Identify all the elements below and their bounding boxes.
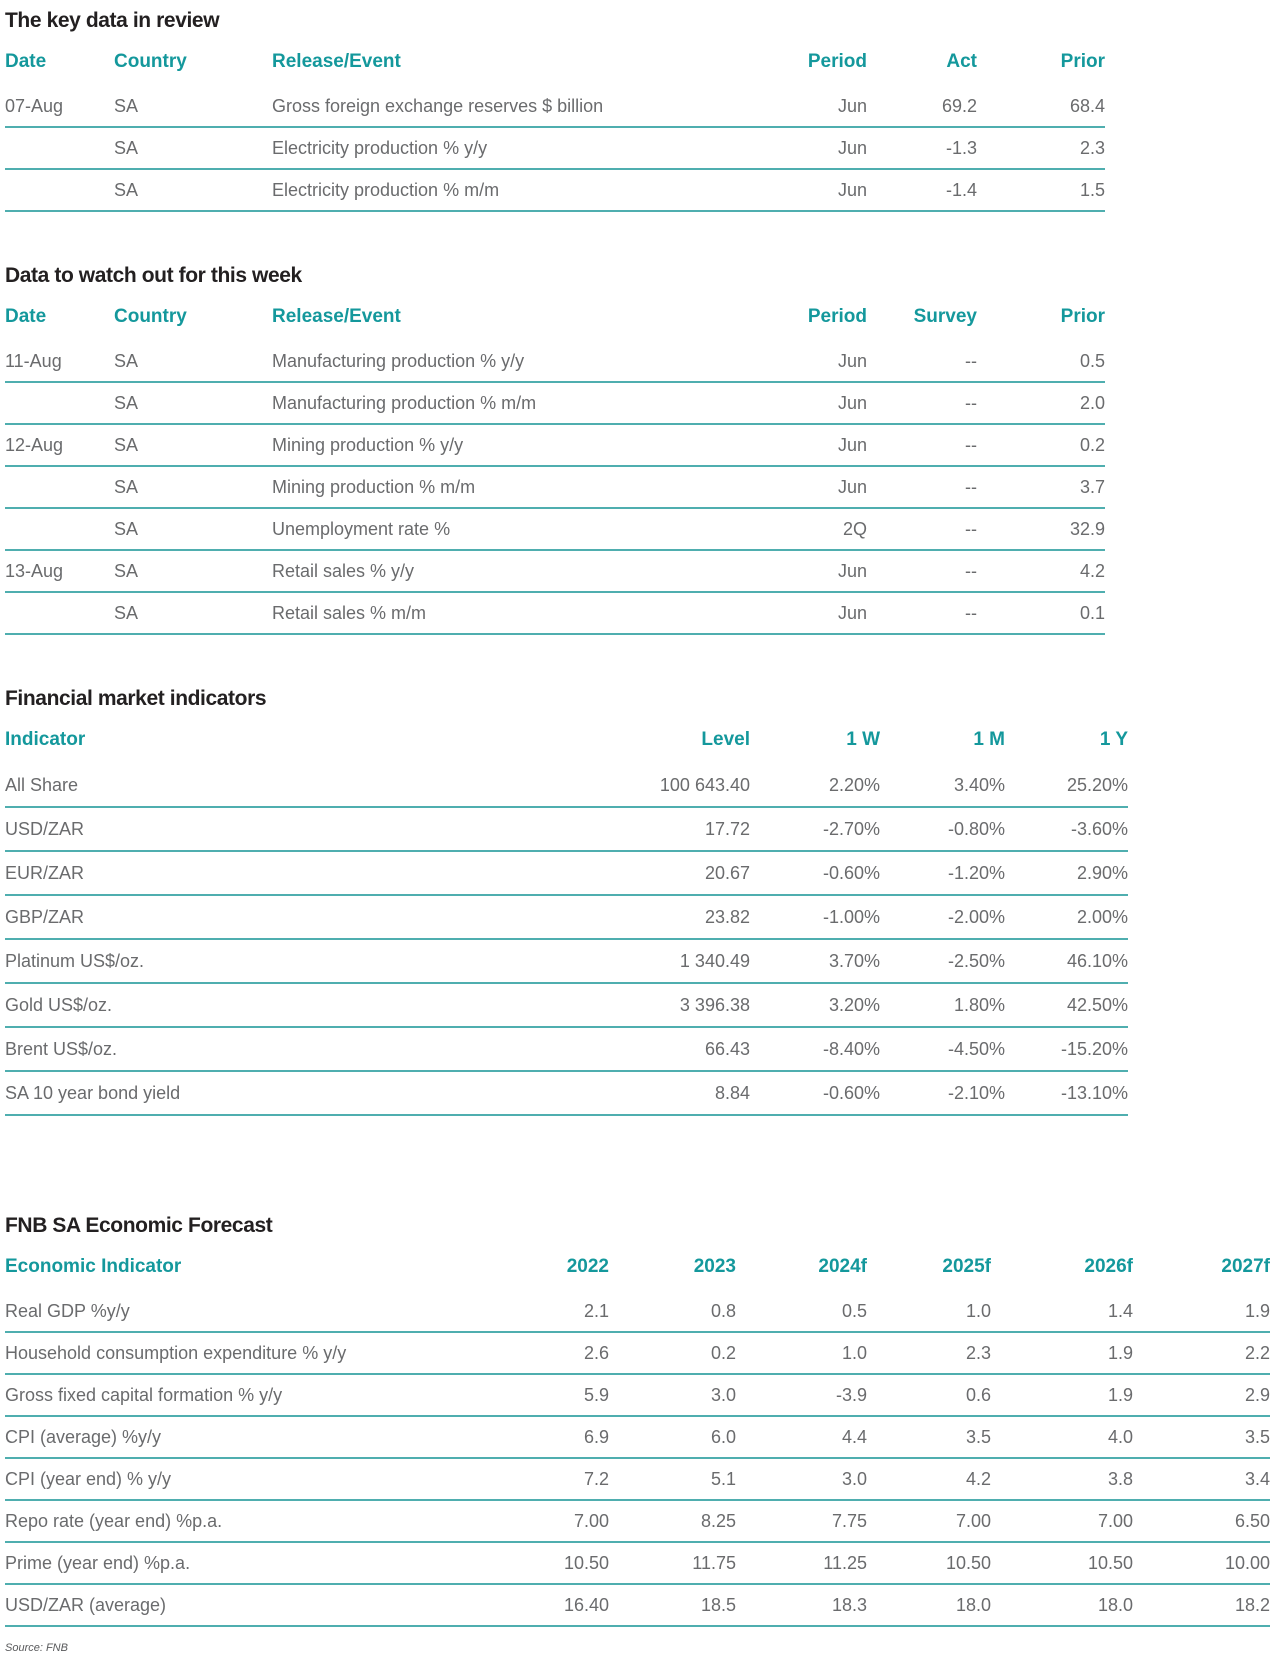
cell: 3.8 <box>991 1458 1133 1500</box>
cell: Gross foreign exchange reserves $ billion <box>272 86 705 127</box>
cell: Manufacturing production % y/y <box>272 341 705 382</box>
column-header: Survey <box>913 306 977 327</box>
cell: Retail sales % y/y <box>272 550 705 592</box>
section-economic-forecast <box>5 1214 1280 1627</box>
cell: -- <box>867 382 977 424</box>
table-row <box>5 983 1128 1027</box>
cell: 1.0 <box>867 1291 991 1332</box>
cell: SA <box>114 341 272 382</box>
cell: 3.0 <box>609 1374 736 1416</box>
cell: SA <box>114 169 272 211</box>
cell: Manufacturing production % m/m <box>272 382 705 424</box>
cell: SA <box>114 592 272 634</box>
section-key-data-in-review <box>5 9 1280 212</box>
table-row <box>5 508 1105 550</box>
cell: Jun <box>705 169 867 211</box>
table-row <box>5 1071 1128 1115</box>
cell: 07-Aug <box>5 86 114 127</box>
cell <box>5 508 114 550</box>
cell: 2.00% <box>1005 895 1128 939</box>
cell: -1.4 <box>867 169 977 211</box>
column-header: 2024f <box>818 1256 867 1277</box>
cell: 100 643.40 <box>505 764 750 807</box>
column-header: Economic Indicator <box>5 1256 182 1277</box>
column-header: Period <box>807 306 867 327</box>
cell: 46.10% <box>1005 939 1128 983</box>
cell: -- <box>867 550 977 592</box>
cell: 4.0 <box>991 1416 1133 1458</box>
column-header: 1 M <box>973 729 1005 750</box>
cell: 13-Aug <box>5 550 114 592</box>
table-row <box>5 1584 1270 1626</box>
header-row <box>5 45 1105 86</box>
table-row <box>5 1027 1128 1071</box>
cell: Mining production % m/m <box>272 466 705 508</box>
cell: Jun <box>705 341 867 382</box>
table-row <box>5 1458 1270 1500</box>
cell: 2.3 <box>867 1332 991 1374</box>
cell <box>5 127 114 169</box>
cell: 10.50 <box>460 1542 609 1584</box>
cell: 6.50 <box>1133 1500 1270 1542</box>
cell: USD/ZAR <box>5 807 505 851</box>
column-header: Prior <box>1060 51 1105 72</box>
cell: -- <box>867 508 977 550</box>
cell: -8.40% <box>750 1027 880 1071</box>
cell: 11.75 <box>609 1542 736 1584</box>
table-row <box>5 807 1128 851</box>
cell: Gross fixed capital formation % y/y <box>5 1374 460 1416</box>
cell: 1.9 <box>991 1332 1133 1374</box>
column-header: Release/Event <box>272 306 401 327</box>
cell: 3 396.38 <box>505 983 750 1027</box>
cell: 3.40% <box>880 764 1005 807</box>
cell: -- <box>867 592 977 634</box>
section-title: FNB SA Economic Forecast <box>5 1214 273 1237</box>
table-row <box>5 851 1128 895</box>
cell: 1.4 <box>991 1291 1133 1332</box>
cell: -1.20% <box>880 851 1005 895</box>
cell: SA <box>114 466 272 508</box>
cell: 20.67 <box>505 851 750 895</box>
table-row <box>5 764 1128 807</box>
table-row <box>5 86 1105 127</box>
column-header: Prior <box>1060 306 1105 327</box>
cell: SA <box>114 550 272 592</box>
column-header: Date <box>5 51 47 72</box>
cell <box>5 169 114 211</box>
cell: 3.5 <box>867 1416 991 1458</box>
table-row <box>5 169 1105 211</box>
column-header: 1 Y <box>1099 729 1128 750</box>
cell: SA <box>114 382 272 424</box>
cell: Jun <box>705 382 867 424</box>
cell: -4.50% <box>880 1027 1005 1071</box>
source-note: Source: FNB <box>5 1642 68 1654</box>
table-row <box>5 1291 1270 1332</box>
column-header: Date <box>5 306 47 327</box>
cell: 4.2 <box>977 550 1105 592</box>
cell: 2.6 <box>460 1332 609 1374</box>
cell: 3.7 <box>977 466 1105 508</box>
cell: 2.9 <box>1133 1374 1270 1416</box>
cell: -2.00% <box>880 895 1005 939</box>
cell: SA <box>114 127 272 169</box>
column-header: Act <box>946 51 977 72</box>
cell <box>5 592 114 634</box>
cell: -2.50% <box>880 939 1005 983</box>
cell: 23.82 <box>505 895 750 939</box>
cell: 0.2 <box>977 424 1105 466</box>
column-header: 2027f <box>1221 1256 1270 1277</box>
key-data-table <box>5 45 1105 212</box>
table-row <box>5 466 1105 508</box>
header-row <box>5 1250 1270 1291</box>
cell: 0.5 <box>736 1291 867 1332</box>
cell: 7.00 <box>460 1500 609 1542</box>
cell: 42.50% <box>1005 983 1128 1027</box>
cell: Electricity production % m/m <box>272 169 705 211</box>
cell: 17.72 <box>505 807 750 851</box>
cell: 6.0 <box>609 1416 736 1458</box>
column-header: Country <box>114 306 187 327</box>
cell: 18.0 <box>991 1584 1133 1626</box>
column-header: Level <box>701 729 750 750</box>
cell: -1.3 <box>867 127 977 169</box>
table-row <box>5 1416 1270 1458</box>
cell <box>5 382 114 424</box>
cell: Repo rate (year end) %p.a. <box>5 1500 460 1542</box>
cell: 1.0 <box>736 1332 867 1374</box>
cell: 7.75 <box>736 1500 867 1542</box>
table-row <box>5 341 1105 382</box>
cell: -15.20% <box>1005 1027 1128 1071</box>
cell: 3.20% <box>750 983 880 1027</box>
cell: -1.00% <box>750 895 880 939</box>
cell: All Share <box>5 764 505 807</box>
header-row <box>5 300 1105 341</box>
cell: 5.1 <box>609 1458 736 1500</box>
cell: 1 340.49 <box>505 939 750 983</box>
cell: -- <box>867 466 977 508</box>
cell: CPI (average) %y/y <box>5 1416 460 1458</box>
cell: Unemployment rate % <box>272 508 705 550</box>
cell: 2Q <box>705 508 867 550</box>
column-header: 2022 <box>566 1256 609 1277</box>
cell: 3.4 <box>1133 1458 1270 1500</box>
cell: -2.70% <box>750 807 880 851</box>
cell: 68.4 <box>977 86 1105 127</box>
cell: SA 10 year bond yield <box>5 1071 505 1115</box>
cell: Brent US$/oz. <box>5 1027 505 1071</box>
table-row <box>5 1374 1270 1416</box>
column-header: 1 W <box>846 729 880 750</box>
cell: Retail sales % m/m <box>272 592 705 634</box>
column-header: 2023 <box>693 1256 736 1277</box>
section-financial-market-indicators <box>5 687 1280 1116</box>
column-header: Period <box>807 51 867 72</box>
column-header: Release/Event <box>272 51 401 72</box>
cell: 1.80% <box>880 983 1005 1027</box>
cell: 0.8 <box>609 1291 736 1332</box>
table-row <box>5 1332 1270 1374</box>
cell: 0.1 <box>977 592 1105 634</box>
table-row <box>5 939 1128 983</box>
cell: 3.70% <box>750 939 880 983</box>
cell: 16.40 <box>460 1584 609 1626</box>
cell: Prime (year end) %p.a. <box>5 1542 460 1584</box>
cell: 18.5 <box>609 1584 736 1626</box>
cell: -- <box>867 424 977 466</box>
cell: 66.43 <box>505 1027 750 1071</box>
cell: 8.25 <box>609 1500 736 1542</box>
cell: 2.1 <box>460 1291 609 1332</box>
section-title: Financial market indicators <box>5 687 267 710</box>
column-header: 2026f <box>1084 1256 1133 1277</box>
column-header: Indicator <box>5 729 86 750</box>
cell: 8.84 <box>505 1071 750 1115</box>
cell: 6.9 <box>460 1416 609 1458</box>
cell: USD/ZAR (average) <box>5 1584 460 1626</box>
cell: -2.10% <box>880 1071 1005 1115</box>
cell: 0.2 <box>609 1332 736 1374</box>
cell: 18.0 <box>867 1584 991 1626</box>
cell: -- <box>867 341 977 382</box>
cell: 0.6 <box>867 1374 991 1416</box>
column-header: 2025f <box>942 1256 991 1277</box>
cell: Gold US$/oz. <box>5 983 505 1027</box>
cell: 12-Aug <box>5 424 114 466</box>
cell: Jun <box>705 86 867 127</box>
cell: -3.9 <box>736 1374 867 1416</box>
cell: 5.9 <box>460 1374 609 1416</box>
cell: 4.4 <box>736 1416 867 1458</box>
cell: -13.10% <box>1005 1071 1128 1115</box>
cell: 4.2 <box>867 1458 991 1500</box>
table-row <box>5 1500 1270 1542</box>
cell: -0.80% <box>880 807 1005 851</box>
section-title: Data to watch out for this week <box>5 264 302 287</box>
cell: SA <box>114 424 272 466</box>
cell: 2.3 <box>977 127 1105 169</box>
data-to-watch-table <box>5 300 1105 635</box>
cell: Jun <box>705 550 867 592</box>
cell: 1.9 <box>991 1374 1133 1416</box>
cell: -3.60% <box>1005 807 1128 851</box>
cell: -0.60% <box>750 851 880 895</box>
section-title: The key data in review <box>5 9 220 32</box>
cell: 7.2 <box>460 1458 609 1500</box>
market-indicators-table <box>5 723 1128 1116</box>
table-row <box>5 127 1105 169</box>
cell: Jun <box>705 466 867 508</box>
cell: Household consumption expenditure % y/y <box>5 1332 460 1374</box>
table-row <box>5 1542 1270 1584</box>
cell: Jun <box>705 424 867 466</box>
cell: 2.20% <box>750 764 880 807</box>
cell: 1.9 <box>1133 1291 1270 1332</box>
table-row <box>5 550 1105 592</box>
cell: Platinum US$/oz. <box>5 939 505 983</box>
section-data-to-watch <box>5 264 1280 635</box>
cell: 2.0 <box>977 382 1105 424</box>
cell: EUR/ZAR <box>5 851 505 895</box>
cell: Jun <box>705 127 867 169</box>
cell: 18.2 <box>1133 1584 1270 1626</box>
table-row <box>5 382 1105 424</box>
cell: 7.00 <box>991 1500 1133 1542</box>
cell: 7.00 <box>867 1500 991 1542</box>
cell: 18.3 <box>736 1584 867 1626</box>
cell: 0.5 <box>977 341 1105 382</box>
cell: 69.2 <box>867 86 977 127</box>
cell: -0.60% <box>750 1071 880 1115</box>
table-row <box>5 895 1128 939</box>
cell: 25.20% <box>1005 764 1128 807</box>
header-row <box>5 723 1128 764</box>
cell: 32.9 <box>977 508 1105 550</box>
table-row <box>5 424 1105 466</box>
cell: 2.2 <box>1133 1332 1270 1374</box>
cell: SA <box>114 508 272 550</box>
cell: 3.0 <box>736 1458 867 1500</box>
cell: 11.25 <box>736 1542 867 1584</box>
economic-forecast-table <box>5 1250 1270 1627</box>
cell: Electricity production % y/y <box>272 127 705 169</box>
column-header: Country <box>114 51 187 72</box>
cell: 3.5 <box>1133 1416 1270 1458</box>
cell: 2.90% <box>1005 851 1128 895</box>
cell: 1.5 <box>977 169 1105 211</box>
cell: GBP/ZAR <box>5 895 505 939</box>
cell: 10.50 <box>867 1542 991 1584</box>
cell: SA <box>114 86 272 127</box>
table-row <box>5 592 1105 634</box>
cell: Mining production % y/y <box>272 424 705 466</box>
cell: Real GDP %y/y <box>5 1291 460 1332</box>
cell: 10.00 <box>1133 1542 1270 1584</box>
cell: 10.50 <box>991 1542 1133 1584</box>
cell: CPI (year end) % y/y <box>5 1458 460 1500</box>
cell: Jun <box>705 592 867 634</box>
cell: 11-Aug <box>5 341 114 382</box>
cell <box>5 466 114 508</box>
